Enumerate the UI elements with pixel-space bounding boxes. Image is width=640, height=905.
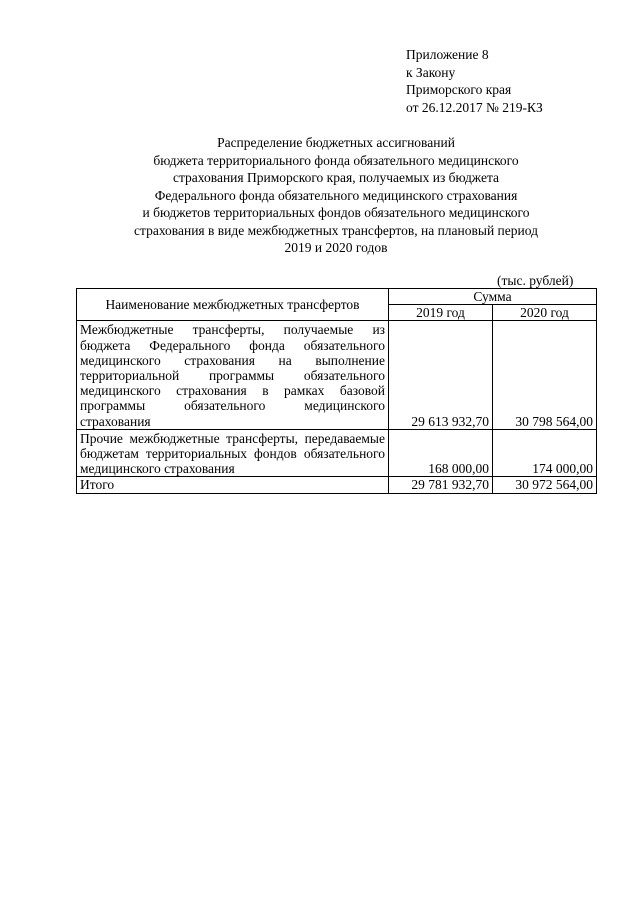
row-value-2019: 29 613 932,70 bbox=[389, 321, 493, 429]
appendix-reference bbox=[406, 46, 543, 116]
title-line: страхования в виде межбюджетных трансфертов, на плановый период bbox=[134, 222, 538, 238]
transfers-table bbox=[76, 288, 597, 494]
title-line: Распределение бюджетных ассигнований bbox=[217, 135, 455, 150]
row-value-2019: 168 000,00 bbox=[389, 429, 493, 477]
total-value-2020: 30 972 564,00 bbox=[493, 477, 597, 493]
appendix-line: от 26.12.2017 № 219-КЗ bbox=[406, 99, 543, 115]
header-year-2019: 2019 год bbox=[389, 305, 493, 321]
row-value-2020: 174 000,00 bbox=[493, 429, 597, 477]
table-header-row bbox=[77, 289, 597, 305]
total-value-2019: 29 781 932,70 bbox=[389, 477, 493, 493]
row-name-cell: Межбюджетные трансферты, получаемые из бюджета Федерального фонда обязательного медицинского страхования на выполнение территориальной программы обязательного медицинского страхования в рамках базовой программы обязательного медицинского страхования bbox=[77, 321, 389, 429]
title-line: бюджета территориального фонда обязательного медицинского bbox=[153, 152, 519, 168]
header-sum-cell: Сумма bbox=[389, 289, 597, 305]
table-row bbox=[77, 429, 597, 477]
appendix-line: Приморского края bbox=[406, 82, 512, 97]
total-label-cell: Итого bbox=[77, 477, 389, 493]
header-name-cell: Наименование межбюджетных трансфертов bbox=[77, 289, 389, 321]
units-note: (тыс. рублей) bbox=[497, 273, 574, 288]
appendix-line: Приложение 8 bbox=[406, 47, 489, 62]
table-row bbox=[77, 321, 597, 429]
title-line: и бюджетов территориальных фондов обязательного медицинского bbox=[142, 205, 530, 220]
title-line: страхования Приморского края, получаемых из бюджета bbox=[172, 170, 500, 185]
title-line: 2019 и 2020 годов bbox=[284, 240, 388, 255]
row-value-2020: 30 798 564,00 bbox=[493, 321, 597, 429]
appendix-line: к Закону bbox=[406, 64, 456, 80]
table-total-row bbox=[77, 477, 597, 493]
header-year-2020: 2020 год bbox=[493, 305, 597, 321]
row-name-cell: Прочие межбюджетные трансферты, передаваемые бюджетам территориальных фондов обязательного медицинского страхования bbox=[77, 429, 389, 477]
document-title bbox=[60, 134, 612, 257]
title-line: Федерального фонда обязательного медицинского страхования bbox=[154, 187, 518, 203]
